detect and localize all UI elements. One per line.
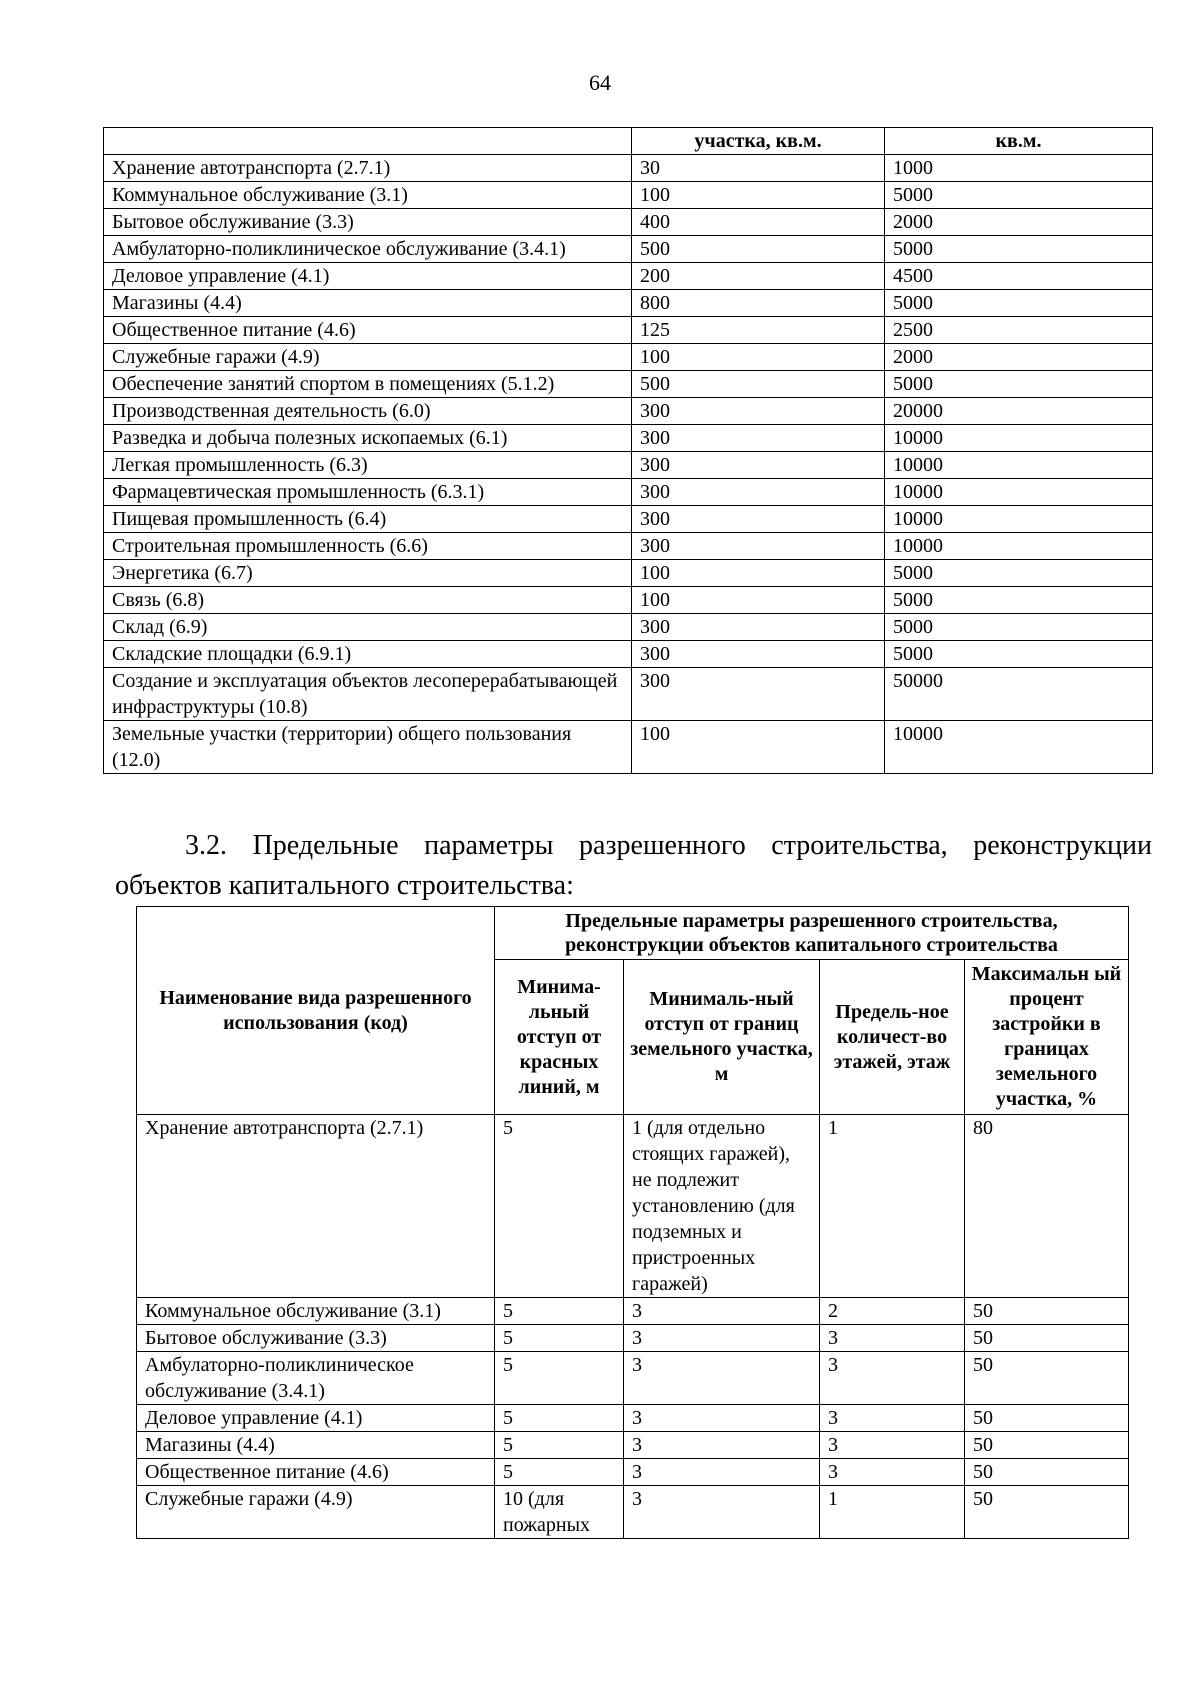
- table1-cell: Создание и эксплуатация объектов лесоперерабатывающей инфраструктуры (10.8): [104, 668, 632, 721]
- table1-cell: Легкая промышленность (6.3): [104, 452, 632, 479]
- section-title: [115, 826, 1152, 906]
- table1-header-cell: участка, кв.м.: [632, 128, 885, 155]
- table2-cell: 50: [965, 1298, 1129, 1325]
- table1-cell: Амбулаторно-поликлиническое обслуживание (3.4.1): [104, 236, 632, 263]
- table1-cell: Деловое управление (4.1): [104, 263, 632, 290]
- table2-header-row: [137, 907, 1129, 960]
- table1-cell: 5000: [885, 371, 1153, 398]
- table1-cell: 125: [632, 317, 885, 344]
- land-plot-size-table: [103, 127, 1153, 774]
- table1-cell: 5000: [885, 614, 1153, 641]
- table1-cell: 20000: [885, 398, 1153, 425]
- table2-cell: Общественное питание (4.6): [137, 1459, 495, 1486]
- table2-cell: Амбулаторно-поликлиническое обслуживание (3.4.1): [137, 1352, 495, 1405]
- table2-header-group: Предельные параметры разрешенного строительства, реконструкции объектов капитального строительства: [495, 907, 1129, 960]
- table2-row: [137, 1352, 1129, 1405]
- table1-cell: 100: [632, 560, 885, 587]
- table2-row: [137, 1115, 1129, 1298]
- table1-cell: 50000: [885, 668, 1153, 721]
- table1-cell: 30: [632, 155, 885, 182]
- table1-row: [104, 668, 1153, 721]
- table1-row: [104, 641, 1153, 668]
- section-title-text: 3.2. Предельные параметры разрешенного строительства, реконструкции объектов капитального строительства:: [115, 830, 1152, 901]
- table2-cell: 10 (для пожарных: [495, 1486, 624, 1539]
- table1-cell: Производственная деятельность (6.0): [104, 398, 632, 425]
- table2-cell: 3: [820, 1352, 965, 1405]
- table2-header-col: Предель-ное количест-во этажей, этаж: [820, 960, 965, 1115]
- table2-cell: 3: [624, 1486, 820, 1539]
- table1-cell: 300: [632, 425, 885, 452]
- table1-row: [104, 344, 1153, 371]
- table1-body: [104, 155, 1153, 774]
- table2-cell: 50: [965, 1432, 1129, 1459]
- table2-cell: 3: [820, 1325, 965, 1352]
- table2-cell: Служебные гаражи (4.9): [137, 1486, 495, 1539]
- table1-cell: Разведка и добыча полезных ископаемых (6.1): [104, 425, 632, 452]
- page-number: 64: [589, 70, 611, 95]
- table1-cell: 800: [632, 290, 885, 317]
- table1-cell: 300: [632, 479, 885, 506]
- table2-cell: 80: [965, 1115, 1129, 1298]
- table1-header-row: [104, 128, 1153, 155]
- table1-row: [104, 452, 1153, 479]
- table2-cell: 50: [965, 1325, 1129, 1352]
- table2-row: [137, 1486, 1129, 1539]
- table1-cell: 5000: [885, 290, 1153, 317]
- table1-cell: 100: [632, 721, 885, 774]
- table1-cell: 300: [632, 506, 885, 533]
- table2-cell: 5: [495, 1405, 624, 1432]
- table1-cell: 2000: [885, 344, 1153, 371]
- table1-cell: 500: [632, 236, 885, 263]
- table2-cell: Бытовое обслуживание (3.3): [137, 1325, 495, 1352]
- table1-row: [104, 533, 1153, 560]
- table1-cell: 300: [632, 668, 885, 721]
- table2-cell: 3: [820, 1459, 965, 1486]
- table1-cell: Связь (6.8): [104, 587, 632, 614]
- building-parameters-table: [136, 906, 1129, 1539]
- table2-cell: 5: [495, 1432, 624, 1459]
- table2-cell: 5: [495, 1115, 624, 1298]
- table1-cell: Служебные гаражи (4.9): [104, 344, 632, 371]
- table1-cell: 100: [632, 182, 885, 209]
- table1-header-cell: [104, 128, 632, 155]
- table2-cell: 50: [965, 1352, 1129, 1405]
- table2-header-name: Наименование вида разрешенного использования (код): [137, 907, 495, 1115]
- table1-cell: 10000: [885, 425, 1153, 452]
- table1-row: [104, 398, 1153, 425]
- table1-cell: Коммунальное обслуживание (3.1): [104, 182, 632, 209]
- table1-cell: Пищевая промышленность (6.4): [104, 506, 632, 533]
- table1-cell: Энергетика (6.7): [104, 560, 632, 587]
- table1-row: [104, 371, 1153, 398]
- table1-cell: Земельные участки (территории) общего пользования (12.0): [104, 721, 632, 774]
- table2-cell: 3: [624, 1432, 820, 1459]
- table1-cell: 10000: [885, 721, 1153, 774]
- table2-cell: 50: [965, 1486, 1129, 1539]
- table1-cell: 300: [632, 452, 885, 479]
- table2-row: [137, 1459, 1129, 1486]
- table1-cell: Складские площадки (6.9.1): [104, 641, 632, 668]
- table1-cell: 4500: [885, 263, 1153, 290]
- table1-cell: 300: [632, 533, 885, 560]
- table2-row: [137, 1432, 1129, 1459]
- table1-cell: Обеспечение занятий спортом в помещениях (5.1.2): [104, 371, 632, 398]
- table2-cell: 3: [624, 1459, 820, 1486]
- table2-cell: 3: [624, 1298, 820, 1325]
- table1-cell: Склад (6.9): [104, 614, 632, 641]
- table2-cell: 5: [495, 1298, 624, 1325]
- table1-row: [104, 182, 1153, 209]
- table1-cell: 5000: [885, 236, 1153, 263]
- table2-cell: 3: [624, 1325, 820, 1352]
- table1-row: [104, 425, 1153, 452]
- table1-cell: 400: [632, 209, 885, 236]
- table2-header-col: Минима-льный отступ от красных линий, м: [495, 960, 624, 1115]
- table1-cell: 100: [632, 587, 885, 614]
- table1-cell: 300: [632, 398, 885, 425]
- table2-cell: Магазины (4.4): [137, 1432, 495, 1459]
- table1-row: [104, 155, 1153, 182]
- table2-cell: 50: [965, 1459, 1129, 1486]
- table1-cell: 5000: [885, 641, 1153, 668]
- table1-cell: 5000: [885, 560, 1153, 587]
- table1-cell: 10000: [885, 452, 1153, 479]
- table2-header-col: Максимальн ый процент застройки в границах земельного участка, %: [965, 960, 1129, 1115]
- table1-row: [104, 479, 1153, 506]
- table1-cell: 1000: [885, 155, 1153, 182]
- table2-row: [137, 1298, 1129, 1325]
- table1-cell: 500: [632, 371, 885, 398]
- table1-header-cell: кв.м.: [885, 128, 1153, 155]
- table2-cell: 1: [820, 1486, 965, 1539]
- table1-cell: 300: [632, 641, 885, 668]
- table1-row: [104, 721, 1153, 774]
- table1-cell: 100: [632, 344, 885, 371]
- table1-cell: 10000: [885, 533, 1153, 560]
- table2-cell: 5: [495, 1459, 624, 1486]
- table2-cell: 3: [624, 1405, 820, 1432]
- table1-cell: Общественное питание (4.6): [104, 317, 632, 344]
- table1-row: [104, 506, 1153, 533]
- table1-row: [104, 614, 1153, 641]
- table1-cell: Бытовое обслуживание (3.3): [104, 209, 632, 236]
- table1-cell: 300: [632, 614, 885, 641]
- table2-header-col: Минималь-ный отступ от границ земельного участка, м: [624, 960, 820, 1115]
- table1-cell: 200: [632, 263, 885, 290]
- table1-cell: 5000: [885, 587, 1153, 614]
- table2-cell: 2: [820, 1298, 965, 1325]
- table1-cell: 10000: [885, 506, 1153, 533]
- table2-cell: 3: [820, 1432, 965, 1459]
- table1-cell: Фармацевтическая промышленность (6.3.1): [104, 479, 632, 506]
- table1-row: [104, 209, 1153, 236]
- table2-cell: Коммунальное обслуживание (3.1): [137, 1298, 495, 1325]
- table2-cell: 1: [820, 1115, 965, 1298]
- table2-cell: Деловое управление (4.1): [137, 1405, 495, 1432]
- table2-row: [137, 1405, 1129, 1432]
- table1-cell: Строительная промышленность (6.6): [104, 533, 632, 560]
- table1-row: [104, 560, 1153, 587]
- table1-cell: 5000: [885, 182, 1153, 209]
- table2-cell: Хранение автотранспорта (2.7.1): [137, 1115, 495, 1298]
- table2-cell: 3: [624, 1352, 820, 1405]
- table2-body: [137, 1115, 1129, 1539]
- table1-row: [104, 236, 1153, 263]
- table1-row: [104, 263, 1153, 290]
- table1-row: [104, 317, 1153, 344]
- table1-cell: 2000: [885, 209, 1153, 236]
- table2-cell: 50: [965, 1405, 1129, 1432]
- table1-cell: Магазины (4.4): [104, 290, 632, 317]
- table2-cell: 5: [495, 1325, 624, 1352]
- table2-cell: 3: [820, 1405, 965, 1432]
- table2-row: [137, 1325, 1129, 1352]
- table2-cell: 1 (для отдельно стоящих гаражей), не подлежит установлению (для подземных и пристроенных гаражей): [624, 1115, 820, 1298]
- table1-cell: 2500: [885, 317, 1153, 344]
- table1-cell: Хранение автотранспорта (2.7.1): [104, 155, 632, 182]
- table1-row: [104, 587, 1153, 614]
- table1-cell: 10000: [885, 479, 1153, 506]
- table1-row: [104, 290, 1153, 317]
- table2-cell: 5: [495, 1352, 624, 1405]
